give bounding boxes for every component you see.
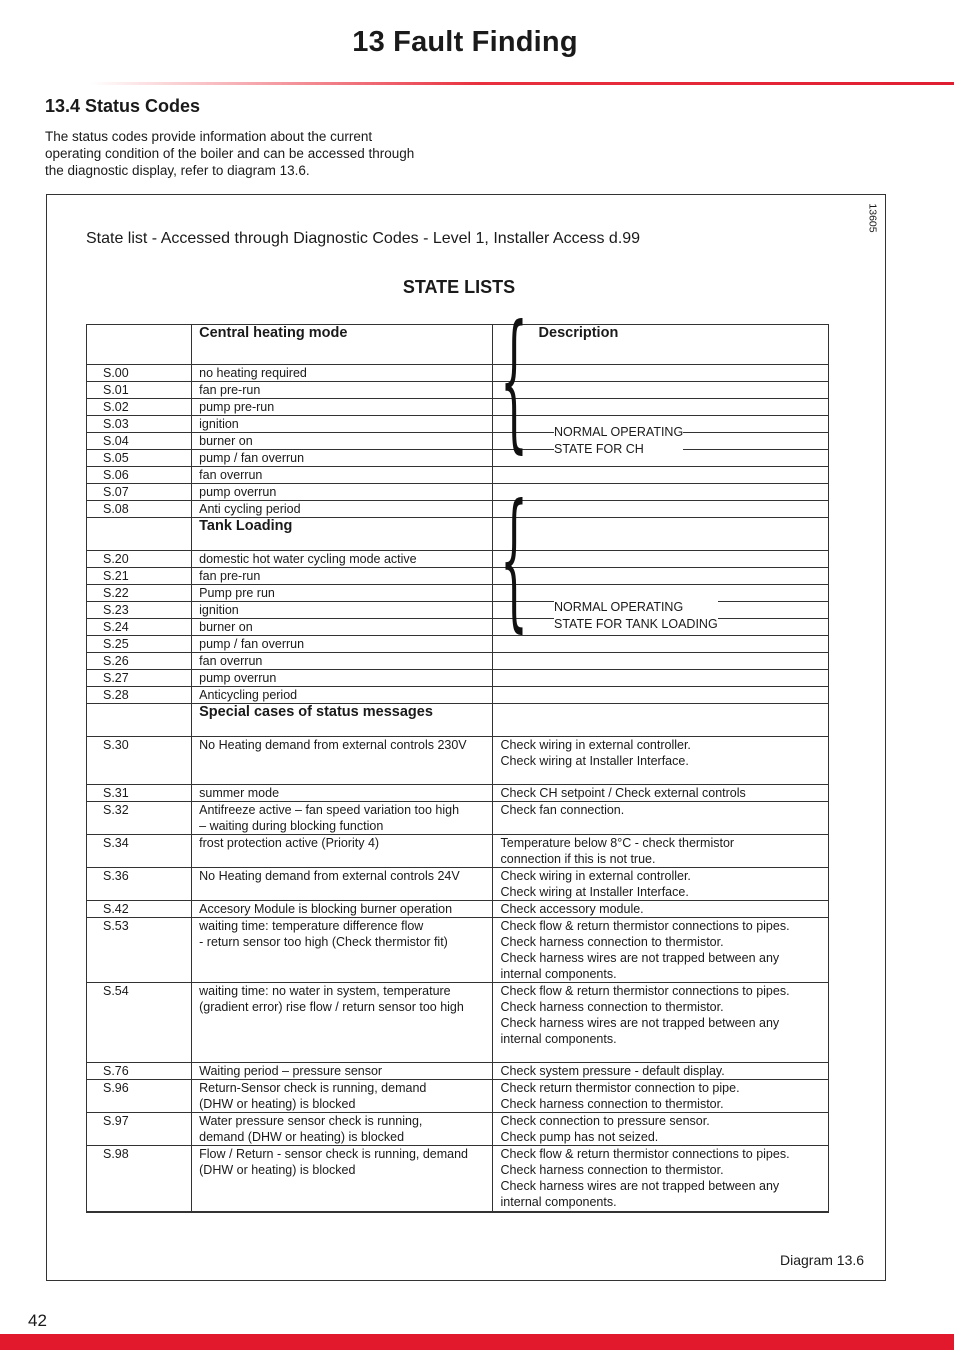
status-text <box>192 737 492 785</box>
intro-line: operating condition of the boiler and can be accessed through <box>45 146 415 161</box>
status-text-line: (DHW or heating) is blocked <box>199 1097 356 1111</box>
status-description <box>492 399 828 416</box>
status-description-line: Check connection to pressure sensor. <box>500 1114 710 1128</box>
status-code: S.08 <box>87 501 192 518</box>
section-desc-cell <box>492 704 828 737</box>
status-text: no heating required <box>192 365 492 382</box>
status-text <box>192 1080 492 1113</box>
status-code: S.01 <box>87 382 192 399</box>
status-text <box>192 901 492 918</box>
status-description-line: Check wiring at Installer Interface. <box>500 885 689 899</box>
status-description <box>492 785 828 802</box>
status-text <box>192 868 492 901</box>
status-code: S.06 <box>87 467 192 484</box>
page-title: 13 Fault Finding <box>352 26 578 58</box>
status-text: burner on <box>192 433 492 450</box>
ch-group-label-line: NORMAL OPERATING <box>554 425 684 439</box>
status-text <box>192 983 492 1063</box>
header-ch-mode: Central heating mode <box>192 325 492 365</box>
status-text: fan pre-run <box>192 568 492 585</box>
status-code: S.76 <box>87 1063 192 1080</box>
section-desc-cell <box>492 518 828 551</box>
status-description <box>492 382 828 399</box>
status-text: ignition <box>192 416 492 433</box>
status-description <box>492 737 828 785</box>
status-description-line: Temperature below 8°C - check thermistor <box>500 836 735 850</box>
section-code-cell <box>87 518 192 551</box>
table-row <box>87 1113 829 1146</box>
status-text-line: No Heating demand from external controls 230V <box>199 738 467 752</box>
status-text: Pump pre run <box>192 585 492 602</box>
status-description <box>492 636 828 653</box>
status-description-line: Check harness wires are not trapped between any <box>500 951 780 965</box>
status-description-line: Check pump has not seized. <box>500 1130 659 1144</box>
status-description <box>492 868 828 901</box>
status-text: pump overrun <box>192 670 492 687</box>
status-text-line: demand (DHW or heating) is blocked <box>199 1130 405 1144</box>
table-row <box>87 382 829 399</box>
status-description <box>492 365 828 382</box>
status-description <box>492 551 828 568</box>
status-text: domestic hot water cycling mode active <box>192 551 492 568</box>
table-row <box>87 868 829 901</box>
status-description-line: internal components. <box>500 1195 617 1209</box>
status-text-line: - return sensor too high (Check thermistor fit) <box>199 935 448 949</box>
page-number: 42 <box>28 1311 47 1330</box>
tank-group-label-line: NORMAL OPERATING <box>554 600 684 614</box>
status-code: S.02 <box>87 399 192 416</box>
status-description-line: Check flow & return thermistor connections to pipes. <box>500 919 790 933</box>
table-row <box>87 653 829 670</box>
table-row <box>87 687 829 704</box>
special-cases-heading: Special cases of status messages <box>192 704 492 737</box>
status-description <box>492 983 828 1063</box>
intro-paragraph <box>45 128 465 179</box>
status-description <box>492 501 828 518</box>
section-code-cell <box>87 704 192 737</box>
status-text <box>192 1113 492 1146</box>
section-heading: 13.4 Status Codes <box>45 96 201 116</box>
status-code: S.54 <box>87 983 192 1063</box>
table-row <box>87 918 829 983</box>
table-row <box>87 835 829 868</box>
status-text <box>192 918 492 983</box>
status-description-line: internal components. <box>500 967 617 981</box>
status-text-line: frost protection active (Priority 4) <box>199 836 380 850</box>
status-description <box>492 1080 828 1113</box>
section-row <box>87 704 829 737</box>
status-description <box>492 484 828 501</box>
status-description <box>492 835 828 868</box>
status-description <box>492 1063 828 1080</box>
table-row <box>87 901 829 918</box>
status-code: S.36 <box>87 868 192 901</box>
status-code: S.21 <box>87 568 192 585</box>
status-description-line: Check flow & return thermistor connections to pipes. <box>500 1147 790 1161</box>
table-row <box>87 983 829 1063</box>
status-text <box>192 785 492 802</box>
status-code: S.32 <box>87 802 192 835</box>
status-text: ignition <box>192 602 492 619</box>
status-description-line: Check harness wires are not trapped between any <box>500 1016 780 1030</box>
status-code: S.04 <box>87 433 192 450</box>
status-text-line: Water pressure sensor check is running, <box>199 1114 423 1128</box>
status-codes-table <box>86 324 829 1213</box>
status-description-line: Check return thermistor connection to pipe. <box>500 1081 740 1095</box>
status-description <box>492 918 828 983</box>
status-code: S.23 <box>87 602 192 619</box>
status-code: S.25 <box>87 636 192 653</box>
table-row <box>87 416 829 433</box>
state-lists-heading: STATE LISTS <box>402 277 516 297</box>
status-text-line: (DHW or heating) is blocked <box>199 1163 356 1177</box>
status-description-line: Check system pressure - default display. <box>500 1064 725 1078</box>
status-text-line: Accesory Module is blocking burner operation <box>199 902 453 916</box>
status-code: S.22 <box>87 585 192 602</box>
status-description-line: Check flow & return thermistor connections to pipes. <box>500 984 790 998</box>
status-text <box>192 802 492 835</box>
status-code: S.00 <box>87 365 192 382</box>
table-row <box>87 484 829 501</box>
status-code: S.34 <box>87 835 192 868</box>
status-description <box>492 670 828 687</box>
table-row <box>87 568 829 585</box>
status-text-line: Antifreeze active – fan speed variation too high <box>199 803 460 817</box>
tank-group-brace: { <box>500 474 528 648</box>
table-row <box>87 501 829 518</box>
state-list-caption: State list - Accessed through Diagnostic Codes - Level 1, Installer Access d.99 <box>86 230 641 247</box>
table-row <box>87 636 829 653</box>
status-text: burner on <box>192 619 492 636</box>
intro-line: The status codes provide information about the current <box>45 129 373 144</box>
table-row <box>87 365 829 382</box>
table-header-row <box>87 325 829 365</box>
status-description-line: internal components. <box>500 1032 617 1046</box>
status-code: S.05 <box>87 450 192 467</box>
status-text: fan overrun <box>192 653 492 670</box>
title-divider <box>90 82 954 85</box>
section-row <box>87 518 829 551</box>
status-text-line: Waiting period – pressure sensor <box>199 1064 383 1078</box>
status-description <box>492 568 828 585</box>
status-description <box>492 653 828 670</box>
status-description-line: Check harness connection to thermistor. <box>500 935 724 949</box>
status-codes-body <box>87 325 829 1212</box>
diagram-label: Diagram 13.6 <box>780 1252 865 1268</box>
status-text: Anticycling period <box>192 687 492 704</box>
table-row <box>87 551 829 568</box>
status-text-line: waiting time: temperature difference flow <box>199 919 424 933</box>
table-row <box>87 450 829 467</box>
status-text: pump / fan overrun <box>192 450 492 467</box>
status-description-line: Check wiring in external controller. <box>500 738 691 752</box>
table-row <box>87 1080 829 1113</box>
status-description <box>492 467 828 484</box>
status-text-line: Flow / Return - sensor check is running, demand <box>199 1147 469 1161</box>
status-code: S.24 <box>87 619 192 636</box>
status-code: S.03 <box>87 416 192 433</box>
status-description <box>492 1146 828 1212</box>
status-description-line: Check CH setpoint / Check external controls <box>500 786 746 800</box>
table-row <box>87 1146 829 1212</box>
status-description-line: connection if this is not true. <box>500 852 656 866</box>
status-code: S.20 <box>87 551 192 568</box>
status-text <box>192 1146 492 1212</box>
status-code: S.30 <box>87 737 192 785</box>
status-code: S.27 <box>87 670 192 687</box>
status-text: Anti cycling period <box>192 501 492 518</box>
status-text: pump / fan overrun <box>192 636 492 653</box>
status-code: S.53 <box>87 918 192 983</box>
ch-group-label <box>554 424 683 458</box>
status-text: pump overrun <box>192 484 492 501</box>
table-row <box>87 670 829 687</box>
table-row <box>87 785 829 802</box>
status-text-line: waiting time: no water in system, temperature <box>199 984 451 998</box>
status-code: S.31 <box>87 785 192 802</box>
status-description-line: Check fan connection. <box>500 803 625 817</box>
status-text-line: (gradient error) rise flow / return sensor too high <box>199 1000 464 1014</box>
status-code: S.97 <box>87 1113 192 1146</box>
status-description-line: Check harness connection to thermistor. <box>500 1163 724 1177</box>
ch-group-brace: { <box>500 295 528 469</box>
status-text-line: – waiting during blocking function <box>199 819 384 833</box>
status-text: fan overrun <box>192 467 492 484</box>
header-description: Description <box>492 325 828 365</box>
tank-loading-heading: Tank Loading <box>192 518 492 551</box>
reference-number: 13605 <box>866 203 879 233</box>
status-description-line: Check harness connection to thermistor. <box>500 1097 724 1111</box>
status-text: pump pre-run <box>192 399 492 416</box>
table-row <box>87 737 829 785</box>
status-text-line: summer mode <box>199 786 280 800</box>
table-row <box>87 1063 829 1080</box>
status-code: S.42 <box>87 901 192 918</box>
intro-line: the diagnostic display, refer to diagram 13.6. <box>45 163 310 178</box>
ch-group-label-line: STATE FOR CH <box>554 442 644 456</box>
status-description-line: Check harness wires are not trapped between any <box>500 1179 780 1193</box>
status-code: S.28 <box>87 687 192 704</box>
table-row <box>87 433 829 450</box>
status-description <box>492 901 828 918</box>
status-code: S.96 <box>87 1080 192 1113</box>
status-description <box>492 802 828 835</box>
status-text <box>192 1063 492 1080</box>
status-code: S.07 <box>87 484 192 501</box>
status-description-line: Check wiring in external controller. <box>500 869 691 883</box>
table-row <box>87 802 829 835</box>
status-text: fan pre-run <box>192 382 492 399</box>
status-description <box>492 1113 828 1146</box>
status-text <box>192 835 492 868</box>
header-code-cell <box>87 325 192 365</box>
status-text-line: Return-Sensor check is running, demand <box>199 1081 427 1095</box>
tank-group-label-line: STATE FOR TANK LOADING <box>554 617 718 631</box>
status-code: S.98 <box>87 1146 192 1212</box>
status-description-line: Check harness connection to thermistor. <box>500 1000 724 1014</box>
status-code: S.26 <box>87 653 192 670</box>
status-description <box>492 687 828 704</box>
table-row <box>87 467 829 484</box>
status-description-line: Check wiring at Installer Interface. <box>500 754 689 768</box>
status-text-line: No Heating demand from external controls 24V <box>199 869 460 883</box>
status-description-line: Check accessory module. <box>500 902 644 916</box>
table-row <box>87 399 829 416</box>
footer-bar <box>0 1334 954 1350</box>
tank-group-label <box>554 599 718 633</box>
